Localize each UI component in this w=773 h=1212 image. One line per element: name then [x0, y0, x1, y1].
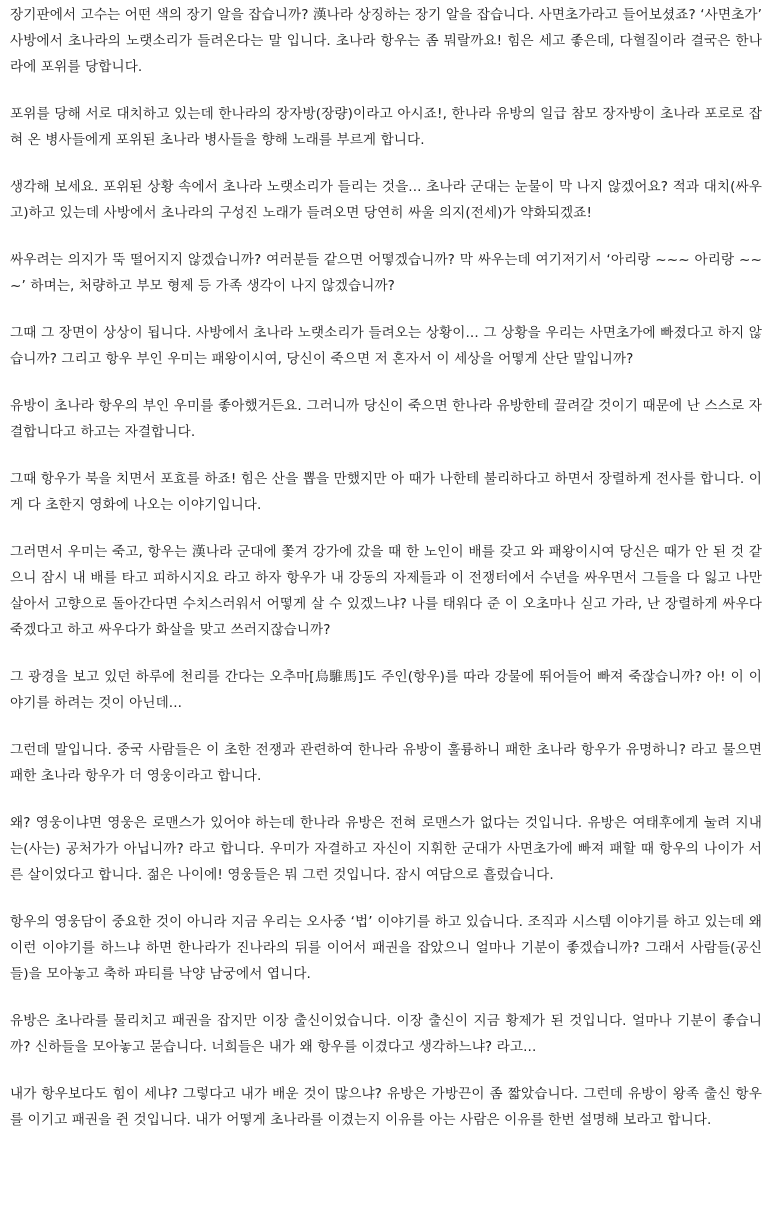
paragraph: 그러면서 우미는 죽고, 항우는 漢나라 군대에 쫓겨 강가에 갔을 때 한 노인이 배를 갖고 와 패왕이시여 당신은 때가 안 된 것 같으니 잠시 내 배를 타고 피하시지요 라고 하자 항우가 내 강동의 자제들과 이 전쟁터에서 수년을 싸우면서 그들을 다 잃고 나만 살아서 고향으로 돌아간다면 수치스러워서 어떻게 살 수 있겠느냐? 나를 태워다 준 이 오초마나 싣고 가라, 난 장렬하게 싸우다 죽겠다고 하고 싸우다가 화살을 맞고 쓰러지잖습니까?: [10, 544, 762, 638]
article-body: [10, 2, 762, 1154]
paragraph: 내가 항우보다도 힘이 세냐? 그렇다고 내가 배운 것이 많으냐? 유방은 가방끈이 좀 짧았습니다. 그런데 유방이 왕족 출신 항우를 이기고 패권을 쥔 것입니다. 내가 어떻게 초나라를 이겼는지 이유를 아는 사람은 이유를 한번 설명해 보라고 합니다.: [10, 1086, 762, 1128]
paragraph: 그 광경을 보고 있던 하루에 천리를 간다는 오추마[烏騅馬]도 주인(항우)를 따라 강물에 뛰어들어 빠져 죽잖습니까? 아! 이 이야기를 하려는 것이 아닌데...: [10, 669, 762, 711]
paragraph: 장기판에서 고수는 어떤 색의 장기 알을 잡습니까? 漢나라 상징하는 장기 알을 잡습니다. 사면초가라고 들어보셨죠? ‘사면초가’ 사방에서 초나라의 노랫소리가 들려온다는 말 입니다. 초나라 항우는 좀 뭐랄까요! 힘은 세고 좋은데, 다혈질이라 결국은 한나라에 포위를 당합니다.: [10, 7, 762, 75]
paragraph: 유방은 초나라를 물리치고 패권을 잡지만 이장 출신이었습니다. 이장 출신이 지금 황제가 된 것입니다. 얼마나 기분이 좋습니까? 신하들을 모아놓고 묻습니다. 너희들은 내가 왜 항우를 이겼다고 생각하느냐? 라고...: [10, 1013, 762, 1055]
paragraph: 유방이 초나라 항우의 부인 우미를 좋아했거든요. 그러니까 당신이 죽으면 한나라 유방한테 끌려갈 것이기 때문에 난 스스로 자결합니다고 하고는 자결합니다.: [10, 398, 762, 440]
paragraph: 항우의 영웅담이 중요한 것이 아니라 지금 우리는 오사중 ‘법’ 이야기를 하고 있습니다. 조직과 시스템 이야기를 하고 있는데 왜 이런 이야기를 하느냐 하면 한나라가 진나라의 뒤를 이어서 패권을 잡았으니 얼마나 기분이 좋겠습니까? 그래서 사람들(공신들)을 모아놓고 축하 파티를 낙양 남궁에서 엽니다.: [10, 914, 762, 982]
paragraph: 왜? 영웅이냐면 영웅은 로맨스가 있어야 하는데 한나라 유방은 전혀 로맨스가 없다는 것입니다. 유방은 여태후에게 눌려 지내는(사는) 공처가가 아닙니까? 라고 합니다. 우미가 자결하고 자신이 지휘한 군대가 사면초가에 빠져 패할 때 항우의 나이가 서른 살이었다고 합니다. 젊은 나이에! 영웅들은 뭐 그런 것입니다. 잠시 여담으로 흘렀습니다.: [10, 815, 762, 883]
paragraph: 그때 그 장면이 상상이 됩니다. 사방에서 초나라 노랫소리가 들려오는 상황이... 그 상황을 우리는 사면초가에 빠졌다고 하지 않습니까? 그리고 항우 부인 우미는 패왕이시여, 당신이 죽으면 저 혼자서 이 세상을 어떻게 산단 말입니까?: [10, 325, 762, 367]
paragraph: 싸우려는 의지가 뚝 떨어지지 않겠습니까? 여러분들 같으면 어떻겠습니까? 막 싸우는데 여기저기서 ‘아리랑 ~~~ 아리랑 ~~~’ 하며는, 처량하고 부모 형제 등 가족 생각이 나지 않겠습니까?: [10, 252, 762, 294]
paragraph: 그런데 말입니다. 중국 사람들은 이 초한 전쟁과 관련하여 한나라 유방이 훌륭하니 패한 초나라 항우가 유명하니? 라고 물으면 패한 초나라 항우가 더 영웅이라고 합니다.: [10, 742, 762, 784]
paragraph: 생각해 보세요. 포위된 상황 속에서 초나라 노랫소리가 들리는 것을... 초나라 군대는 눈물이 막 나지 않겠어요? 적과 대치(싸우고)하고 있는데 사방에서 초나라의 구성진 노래가 들려오면 당연히 싸울 의지(전세)가 약화되겠죠!: [10, 179, 762, 221]
paragraph: 포위를 당해 서로 대치하고 있는데 한나라의 장자방(장량)이라고 아시죠!, 한나라 유방의 일급 참모 장자방이 초나라 포로로 잡혀 온 병사들에게 포위된 초나라 병사들을 향해 노래를 부르게 합니다.: [10, 106, 762, 148]
paragraph: 그때 항우가 북을 치면서 포효를 하죠! 힘은 산을 뽑을 만했지만 아 때가 나한테 불리하다고 하면서 장렬하게 전사를 합니다. 이게 다 초한지 영화에 나오는 이야기입니다.: [10, 471, 762, 513]
